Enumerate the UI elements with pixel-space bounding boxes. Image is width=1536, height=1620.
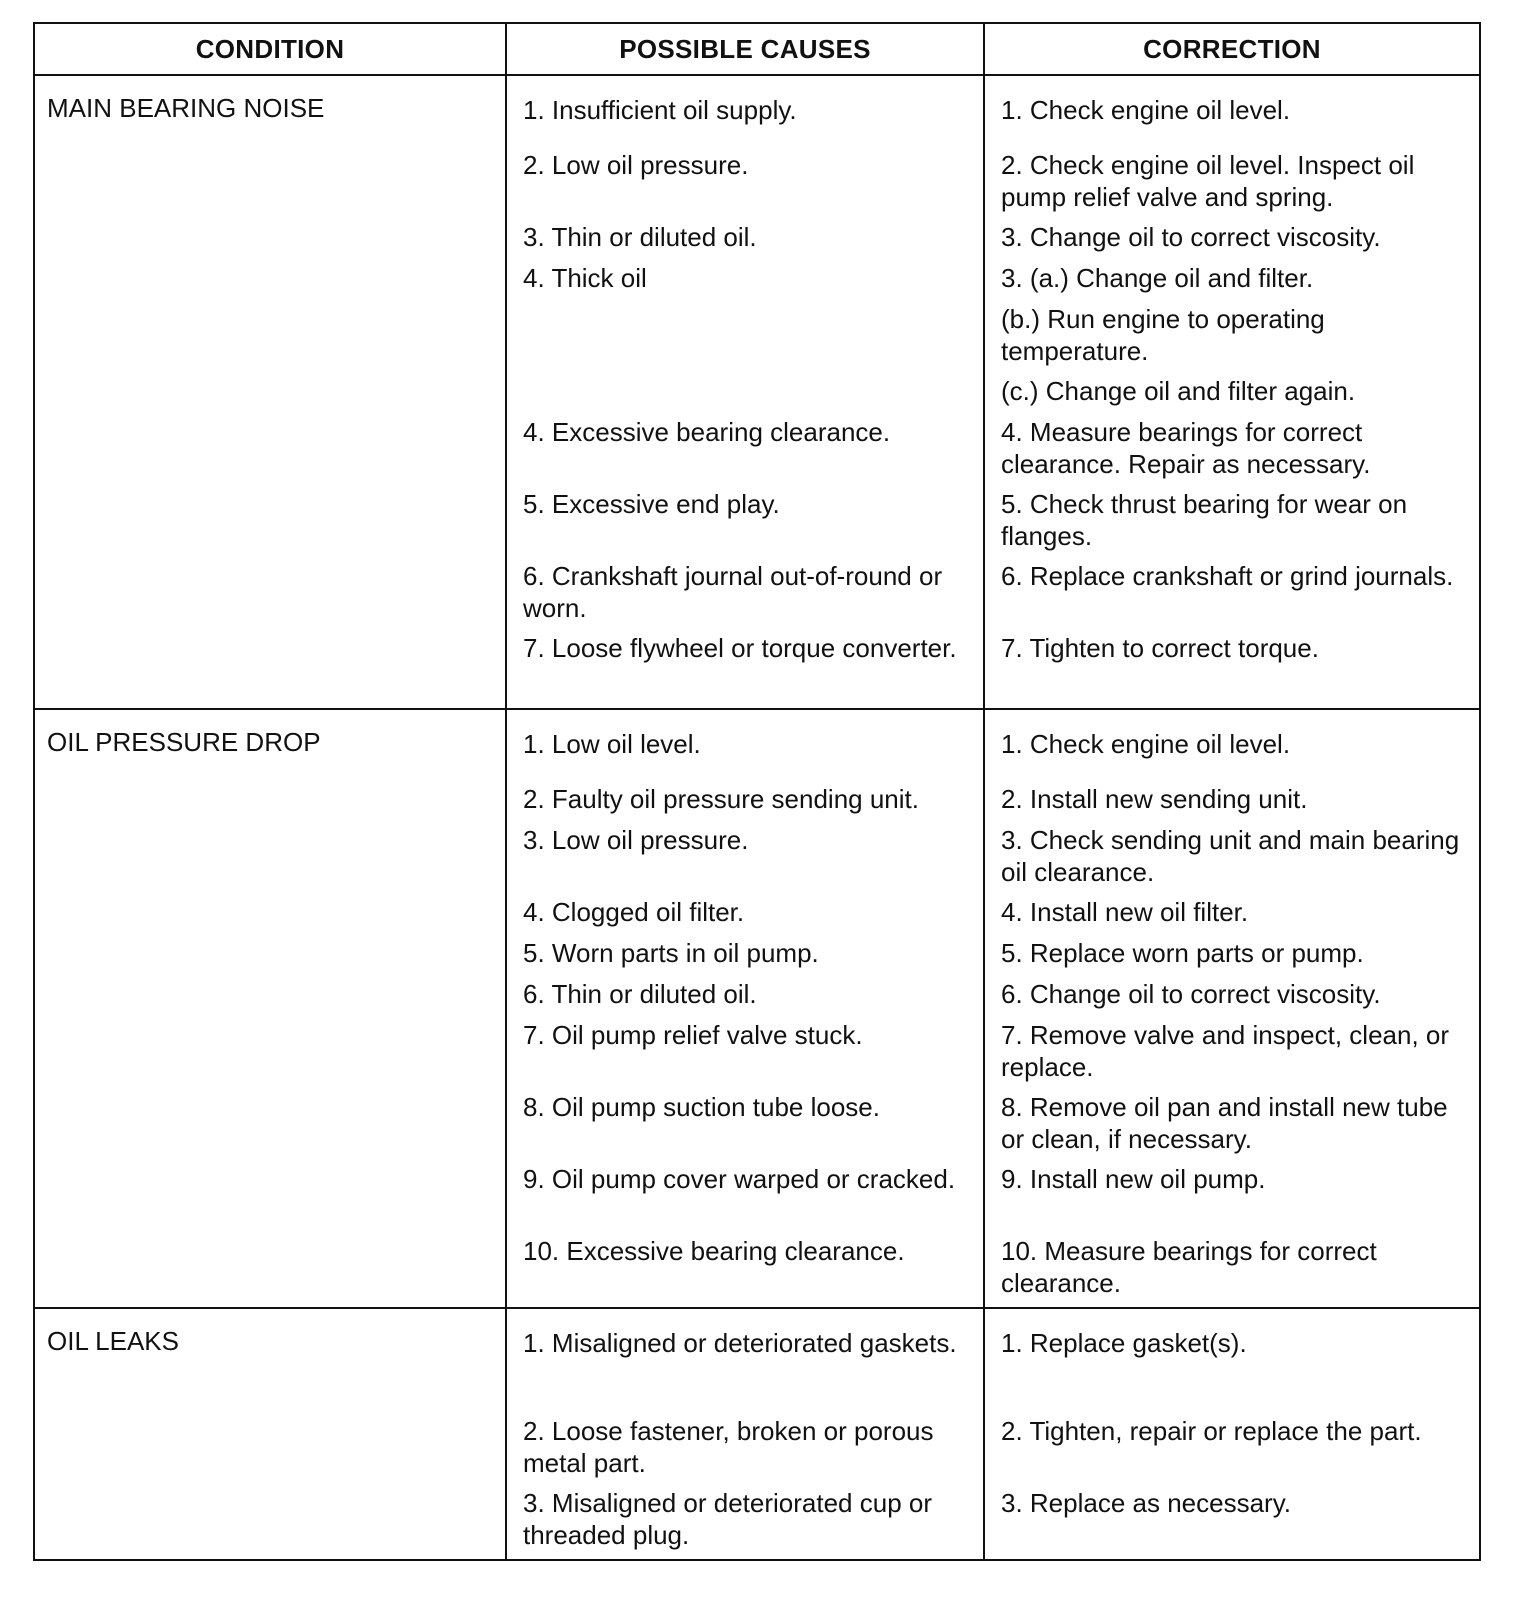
header-correction: CORRECTION xyxy=(984,23,1480,75)
condition-group xyxy=(34,1308,1480,1560)
condition-label: OIL LEAKS xyxy=(47,1326,179,1356)
causes-cell xyxy=(506,75,984,709)
correction-item: 10. Measure bearings for correct clearance. xyxy=(1001,1236,1377,1298)
cause-item: 9. Oil pump cover warped or cracked. xyxy=(523,1164,956,1194)
correction-item: 1. Check engine oil level. xyxy=(1001,729,1291,759)
diagnosis-table xyxy=(33,22,1481,1561)
cause-item: 3. Misaligned or deteriorated cup or threaded plug. xyxy=(523,1488,933,1550)
correction-item: 7. Remove valve and inspect, clean, or replace. xyxy=(1001,1020,1450,1082)
condition-label: MAIN BEARING NOISE xyxy=(47,93,325,123)
cause-item: 5. Excessive end play. xyxy=(523,489,780,519)
header-possible-causes: POSSIBLE CAUSES xyxy=(506,23,984,75)
correction-item: 3. Check sending unit and main bearing oil clearance. xyxy=(1001,825,1460,887)
condition-cell xyxy=(34,1308,506,1560)
cause-item: 3. Thin or diluted oil. xyxy=(523,222,757,252)
correction-item: (b.) Run engine to operating temperature. xyxy=(1001,304,1325,366)
cause-item: 1. Misaligned or deteriorated gaskets. xyxy=(523,1328,957,1358)
correction-item: 8. Remove oil pan and install new tube or clean, if necessary. xyxy=(1001,1092,1448,1154)
correction-item: 2. Tighten, repair or replace the part. xyxy=(1001,1416,1422,1446)
condition-group xyxy=(34,709,1480,1308)
condition-label: OIL PRESSURE DROP xyxy=(47,727,321,757)
cause-item: 1. Insufficient oil supply. xyxy=(523,95,797,125)
cause-item xyxy=(507,375,983,416)
causes-cell xyxy=(506,1308,984,1560)
correction-item: 3. (a.) Change oil and filter. xyxy=(1001,263,1314,293)
correction-item: 3. Change oil to correct viscosity. xyxy=(1001,222,1381,252)
correction-item: 7. Tighten to correct torque. xyxy=(1001,633,1319,663)
cause-item: 4. Thick oil xyxy=(523,263,647,293)
cause-item: 6. Crankshaft journal out-of-round or worn. xyxy=(523,561,943,623)
cause-item: 4. Excessive bearing clearance. xyxy=(523,417,891,447)
correction-item: 4. Measure bearings for correct clearance. Repair as necessary. xyxy=(1001,417,1371,479)
corrections-cell xyxy=(984,1308,1480,1560)
cause-item: 10. Excessive bearing clearance. xyxy=(523,1236,905,1266)
correction-item: (c.) Change oil and filter again. xyxy=(1001,376,1356,406)
condition-cell xyxy=(34,709,506,1308)
cause-item: 2. Low oil pressure. xyxy=(523,150,749,180)
correction-item: 3. Replace as necessary. xyxy=(1001,1488,1291,1518)
correction-item: 5. Replace worn parts or pump. xyxy=(1001,938,1364,968)
correction-item: 4. Install new oil filter. xyxy=(1001,897,1249,927)
correction-item: 5. Check thrust bearing for wear on flanges. xyxy=(1001,489,1408,551)
condition-cell xyxy=(34,75,506,709)
cause-item: 7. Oil pump relief valve stuck. xyxy=(523,1020,863,1050)
cause-item: 6. Thin or diluted oil. xyxy=(523,979,757,1009)
correction-item: 1. Replace gasket(s). xyxy=(1001,1328,1247,1358)
cause-item: 7. Loose flywheel or torque converter. xyxy=(523,633,957,663)
header-condition: CONDITION xyxy=(34,23,506,75)
cause-item: 2. Faulty oil pressure sending unit. xyxy=(523,784,919,814)
correction-item: 9. Install new oil pump. xyxy=(1001,1164,1266,1194)
correction-item: 1. Check engine oil level. xyxy=(1001,95,1291,125)
correction-item: 2. Install new sending unit. xyxy=(1001,784,1308,814)
cause-item: 8. Oil pump suction tube loose. xyxy=(523,1092,880,1122)
cause-item: 4. Clogged oil filter. xyxy=(523,897,745,927)
cause-item: 3. Low oil pressure. xyxy=(523,825,749,855)
correction-item: 2. Check engine oil level. Inspect oil pump relief valve and spring. xyxy=(1001,150,1415,212)
corrections-cell xyxy=(984,75,1480,709)
header-row xyxy=(34,23,1480,75)
causes-cell xyxy=(506,709,984,1308)
cause-item: 1. Low oil level. xyxy=(523,729,701,759)
correction-item: 6. Change oil to correct viscosity. xyxy=(1001,979,1381,1009)
correction-item: 6. Replace crankshaft or grind journals. xyxy=(1001,561,1454,591)
cause-item: 5. Worn parts in oil pump. xyxy=(523,938,819,968)
condition-group xyxy=(34,75,1480,709)
corrections-cell xyxy=(984,709,1480,1308)
cause-item xyxy=(507,303,983,375)
cause-item: 2. Loose fastener, broken or porous metal part. xyxy=(523,1416,934,1478)
